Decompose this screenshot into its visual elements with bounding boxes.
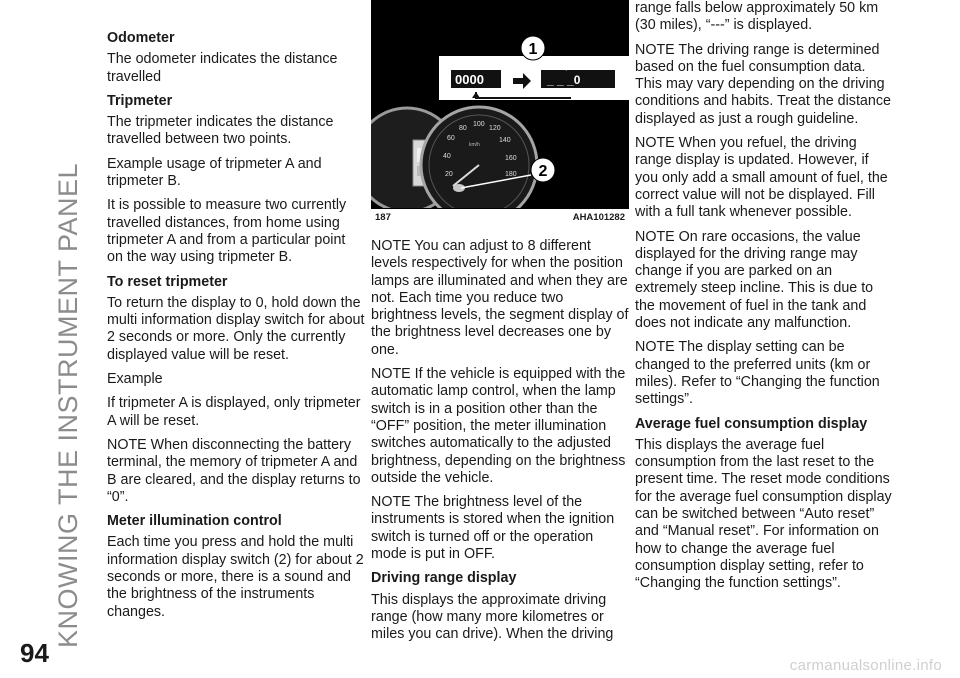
paragraph-odometer: The odometer indicates the distance travelled	[107, 51, 338, 85]
note-range-determined: NOTE The driving range is determined based on the fuel consumption data. This may vary depending on the driving conditions and habits. Treat the distance displayed as just a rough guideline.	[635, 41, 891, 127]
column-middle-text	[371, 238, 629, 644]
figure-number: 187	[375, 211, 391, 223]
gauge-tick-160: 160	[505, 155, 517, 162]
paragraph-tripmeter-2: Example usage of tripmeter A and tripmeter B.	[107, 155, 322, 190]
note-brightness-levels: NOTE You can adjust to 8 different levels respectively for when the position lamps are illuminated and when they are not. Each time you reduce two brightness levels, the segment display of the brightness level decreases one by one.	[371, 238, 629, 358]
paragraph-illumination: Each time you press and hold the multi information display switch (2) for about 2 seconds or more, there is a sound and the brightness of the instruments changes.	[107, 534, 364, 620]
callout-1-label: 1	[528, 41, 538, 58]
heading-odometer: Odometer	[107, 30, 175, 46]
column-left	[107, 30, 365, 628]
instrument-figure	[371, 0, 629, 226]
paragraph-driving-range-cont: range falls below approximately 50 km (30 miles), “---” is displayed.	[635, 0, 879, 34]
paragraph-reset-1: To return the display to 0, hold down the multi information display switch for about 2 seconds or more. Only the currently displayed value will be reset.	[107, 294, 365, 363]
note-automatic-lamp: NOTE If the vehicle is equipped with the automatic lamp control, when the lamp switch is in a position other than the “OFF” position, the meter illumination switches automatically to the adjusted brightness, depending on the brightness outside the vehicle.	[371, 366, 626, 486]
note-display-units: NOTE The display setting can be changed to the preferred units (km or miles). Refer to “Changing the function settings”.	[635, 339, 880, 408]
section-side-title: KNOWING THE INSTRUMENT PANEL	[53, 162, 83, 648]
note-brightness-stored: NOTE The brightness level of the instruments is stored when the ignition switch is turned off or the operation mode is put in OFF.	[371, 494, 615, 563]
heading-tripmeter: Tripmeter	[107, 92, 173, 109]
callout-2-label: 2	[538, 163, 548, 180]
gauge-tick-140: 140	[499, 137, 511, 144]
paragraph-tripmeter-1: The tripmeter indicates the distance travelled between two points.	[107, 114, 334, 148]
gauge-tick-180: 180	[505, 171, 517, 178]
gauge-unit-label: km/h	[469, 142, 480, 148]
paragraph-tripmeter-3: It is possible to measure two currently travelled distances, from home using tripmeter A and from a particular point on the way using tripmeter B.	[107, 197, 347, 266]
heading-meter-illumination: Meter illumination control	[107, 513, 282, 530]
gauge-tick-100: 100	[473, 121, 485, 128]
page-number: 94	[20, 638, 49, 668]
heading-average-fuel: Average fuel consumption display	[635, 415, 868, 432]
paragraph-example: Example	[107, 371, 163, 388]
watermark: carmanualsonline.info	[789, 657, 942, 674]
figure-caption	[371, 208, 629, 226]
paragraph-average-fuel: This displays the average fuel consumption from the last reset to the present time. The reset mode conditions for the average fuel consumption display can be switched between “Auto reset” and “Manual reset”. For information on how to change the average fuel consumption display setting, refer to “Changing the function settings”.	[635, 436, 892, 592]
heading-driving-range: Driving range display	[371, 570, 517, 587]
note-refuel: NOTE When you refuel, the driving range display is updated. However, if you only add a small amount of fuel, the correct value will not be displayed. Fill with a full tank whenever possible.	[635, 135, 888, 221]
column-middle	[371, 0, 629, 651]
display-left-text: 0000	[455, 72, 484, 87]
paragraph-reset-2: If tripmeter A is displayed, only tripmeter A will be reset.	[107, 395, 361, 429]
gauge-tick-60: 60	[447, 135, 455, 142]
gauge-tick-40: 40	[443, 153, 451, 160]
column-right	[635, 0, 893, 600]
heading-reset-tripmeter: To reset tripmeter	[107, 273, 228, 290]
paragraph-driving-range: This displays the approximate driving range (how many more kilometres or miles you can drive). When the driving	[371, 591, 614, 643]
note-battery: NOTE When disconnecting the battery terminal, the memory of tripmeter A and B are cleared, and the display returns to “0”.	[107, 436, 361, 505]
gauge-tick-120: 120	[489, 125, 501, 132]
gauge-tick-20: 20	[445, 171, 453, 178]
note-rare-occasions: NOTE On rare occasions, the value displayed for the driving range may change if you are parked on an extremely steep incline. This is due to the movement of fuel in the tank and does not indicate any malfunction.	[635, 228, 874, 332]
display-right-text: _ _ _0	[547, 73, 581, 87]
figure-code: AHA101282	[572, 211, 625, 223]
instrument-illustration	[371, 0, 629, 226]
gauge-tick-80: 80	[459, 125, 467, 132]
